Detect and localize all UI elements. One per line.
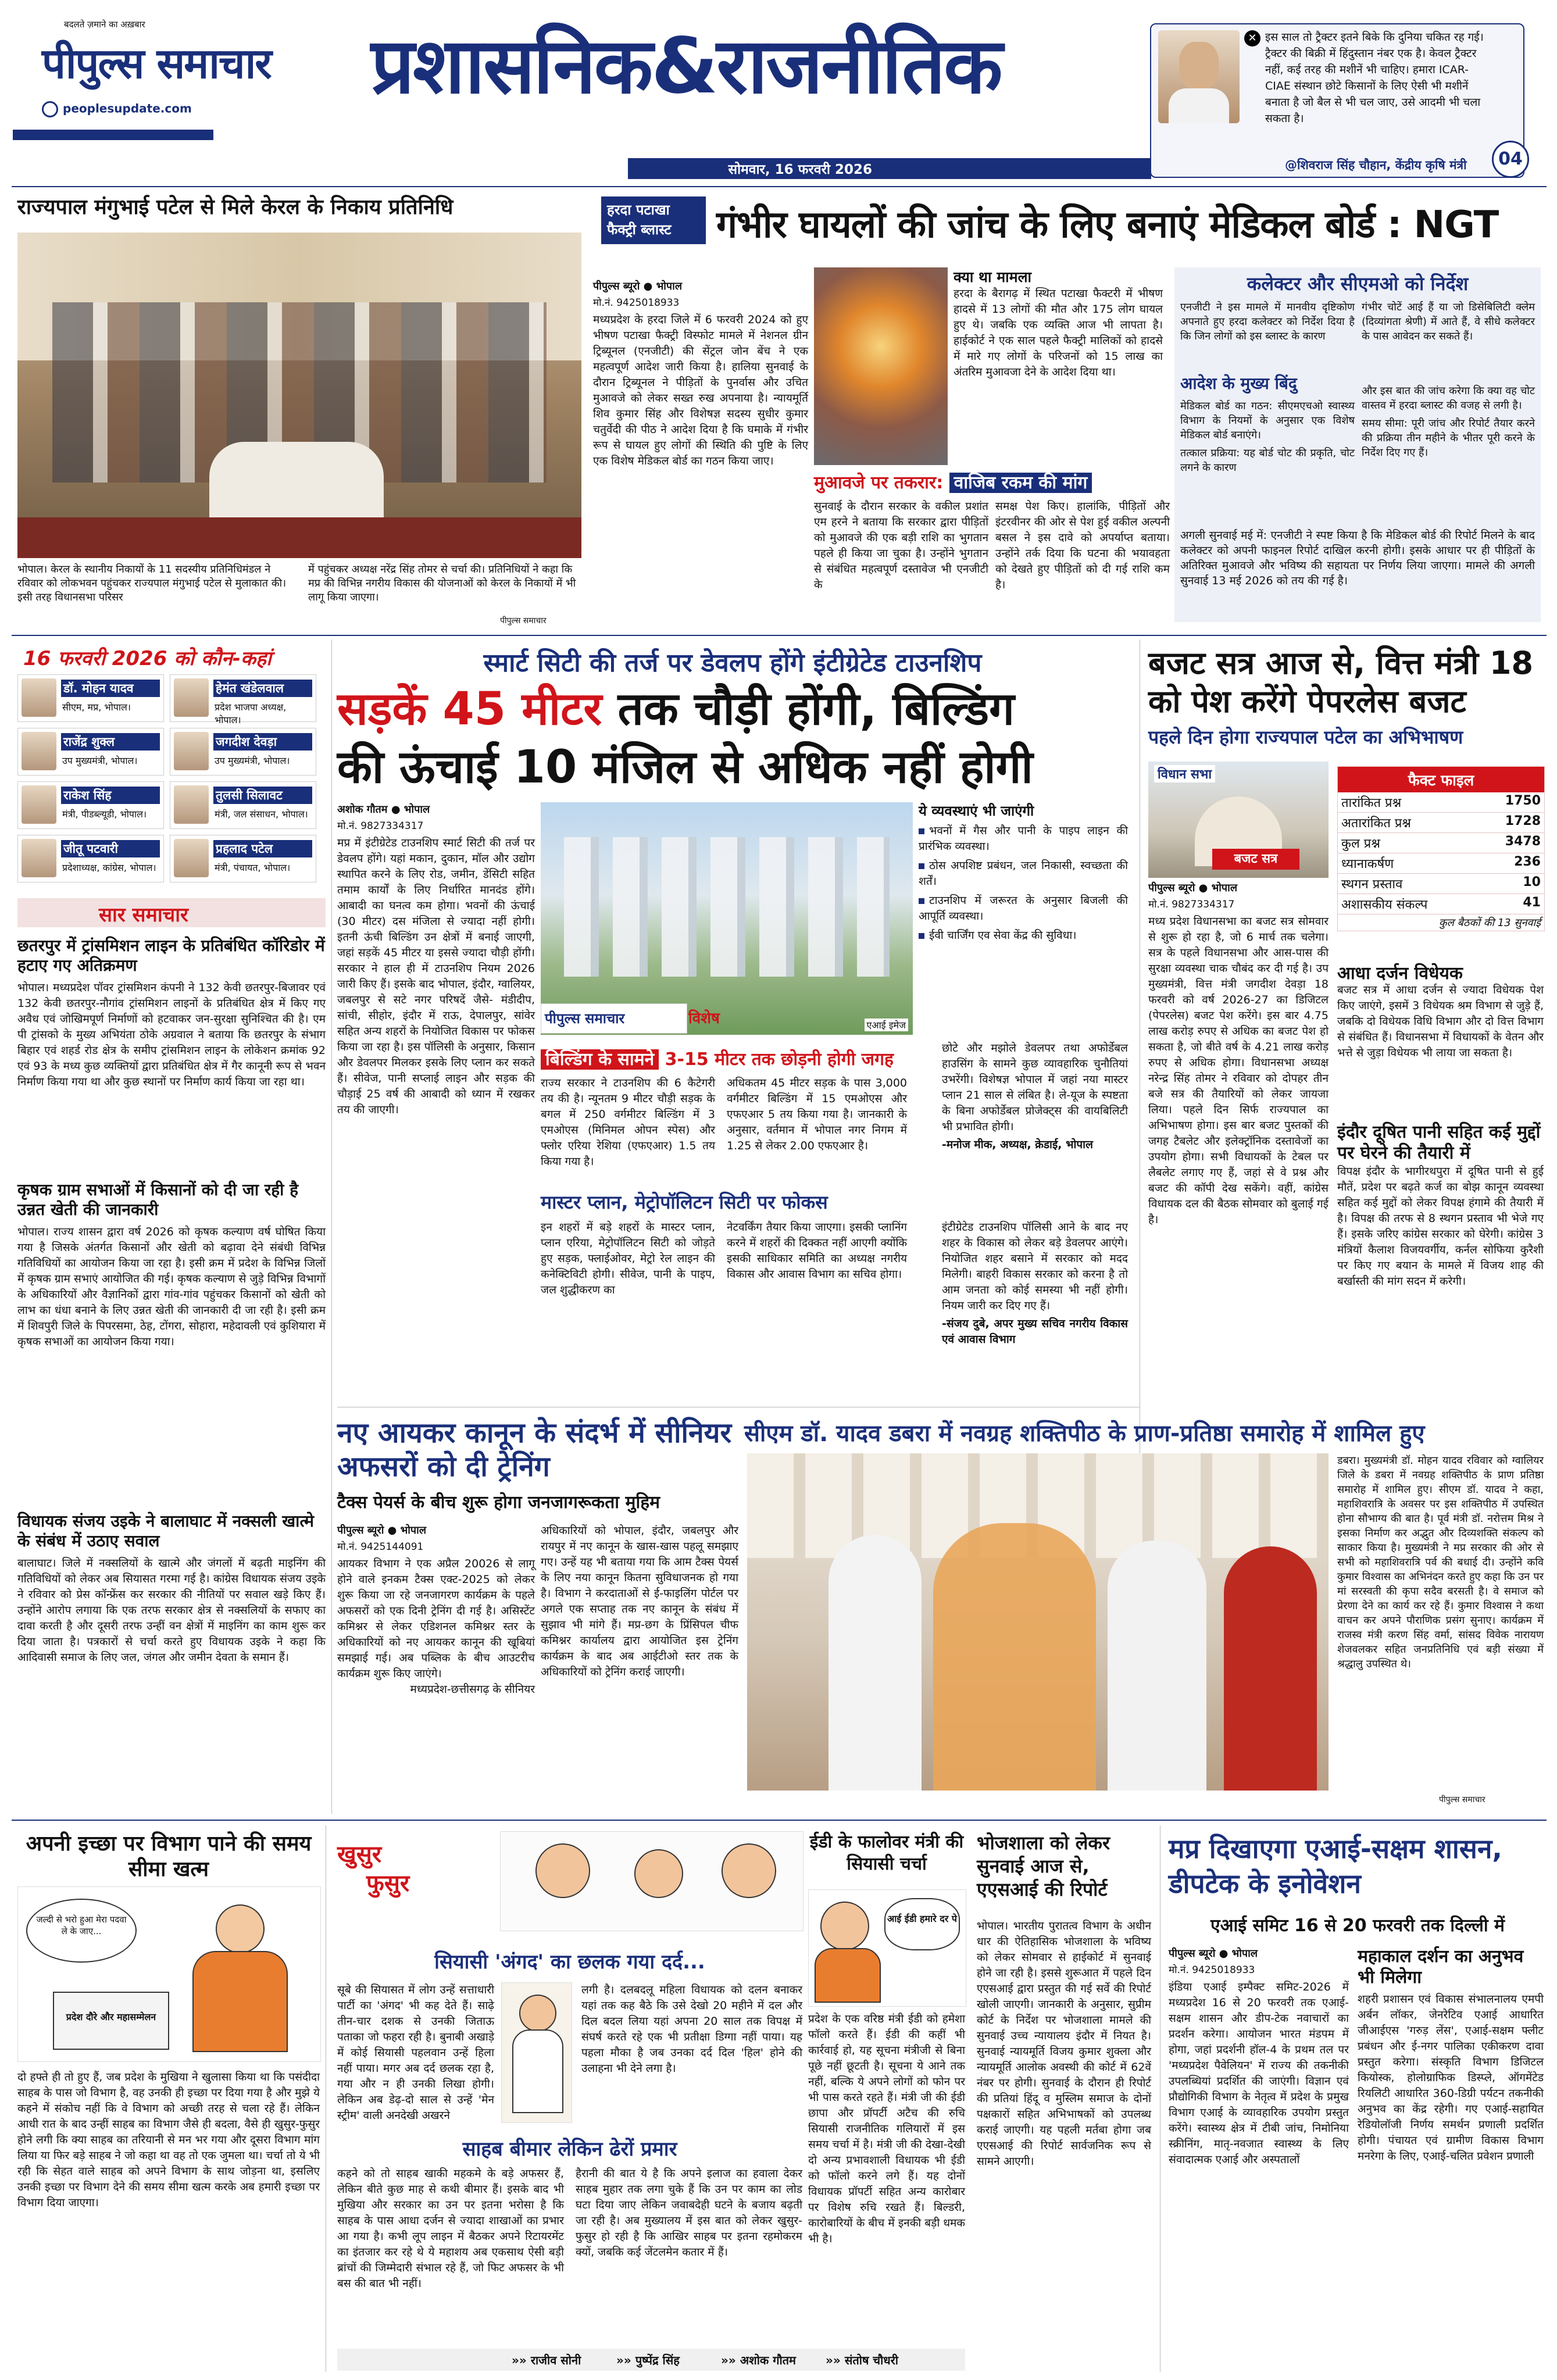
who-where-grid <box>17 674 320 889</box>
masthead-bar <box>13 130 213 140</box>
township-list <box>919 802 1128 944</box>
saar-item-2-body: भोपाल। राज्य शासन द्वारा वर्ष 2026 को कृषक कल्याण वर्ष घोषित किया गया है जिसके अंतर्गत किसानों और खेती को बढ़ावा देने संबंधी विभिन्न गतिविधियों का आयोजन किया जा रहा है। इसी क्रम में प्रदेश के विभिन्न जिलों में कृषक ग्राम सभाएं आयोजित की गई। कृषक कल्याण से जुड़े विभिन्न विभागों के अधिकारियों और वैज्ञानिकों द्वारा गांव-गांव पहुंचकर किसानों को खेती को लाभ का धंधा बनाने के लिए उन्नत खेती की जानकारी दी जा रही है। इसी क्रम में शिवपुरी जिले के पिपरसमा, ठेह, टोंगरा, सोहारा, महेदावली एवं कुशियारा में कृषक सभाओं का आयोजन किया गया। <box>17 1225 326 1348</box>
fact-value: 41 <box>1523 895 1541 910</box>
fact-row <box>1338 853 1544 874</box>
person-photo <box>22 839 56 877</box>
township-list-item: ठोस अपशिष्ट प्रबंधन, जल निकासी, स्वच्छता की शर्तें। <box>919 859 1128 888</box>
person-photo <box>174 785 209 824</box>
budget-sub2-body: विपक्ष इंदौर के भागीरथपुरा में दूषित पानी से हुई मौतें, प्रदेश पर बढ़ते कर्ज का बोझ कानून व्यवस्था सहित कई मुद्दों को लेकर विपक्ष हंगामे की तैयारी में है। विपक्ष की तरफ से 8 स्थगन प्रस्ताव भी भेजे गए हैं। इसके जरिए कांग्रेस सरकार को घेरेगी। कांग्रेस 3 मंत्रियों कैलाश विजयवर्गीय, कर्नल सोफिया कुरैशी पर किए गए बयान के मामले में विजय शाह की बर्खास्ती की मांग सदन में करेगी। <box>1337 1165 1544 1288</box>
tax-body1-tail: मध्यप्रदेश-छत्तीसगढ़ के सीनियर <box>410 1683 535 1696</box>
ngt-kicker-line2: फैक्ट्री ब्लास्ट <box>607 221 672 238</box>
website[interactable] <box>42 101 192 117</box>
ai-sub: महाकाल दर्शन का अनुभव भी मिलेगा <box>1358 1946 1524 1988</box>
person-name: राजेंद्र शुक्ल <box>61 733 160 751</box>
township-body: मप्र में इंटीग्रेटेड टाउनशिप स्मार्ट सिटी की तर्ज पर डेवलप होंगे। यहां मकान, दुकान, मॉल और उद्योग स्थापित करने के लिए रोड, जमीन, डेंसिटी सहित तमाम कार्यों के लिए निर्धारित मानदंड होंगे। आबादी का घनत्व कम होगा। भवनों की ऊंचाई (30 मीटर) दस मंजिला से ज्यादा नहीं होगी। इतनी ऊंची बिल्डिंग उन क्षेत्रों में बनाई जाएगी, जहां सड़कें 45 मीटर या इससे ज्यादा चौड़ी होंगी। सरकार ने हाल ही में टाउनशिप नियम 2026 जारी किए हैं। इसके बाद भोपाल, इंदौर, ग्वालियर, जबलपुर से सटे नगर परिषदें जैसे- मंडीदीप, सांची, सीहोर, इंदौर में राऊ, देपालपुर, सांवेर सहित अन्य शहरों के नियोजित विकास पर फोकस किया जा रहा है। इस पॉलिसी के अनुसार, किसान और डेवलपर मिलकर इसके लिए प्लान कर सकते हैं। सीवेज, पानी सप्लाई लाइन और सड़क की चौड़ाई 25 वर्ष की आबादी को ध्यान में रखकर तय की जाएगी। <box>337 837 535 1116</box>
ai-body: इंडिया एआई इम्पैक्ट समिट-2026 में मध्यप्रदेश 16 से 20 फरवरी तक एआई-सक्षम शासन और डीप-टेक नवाचारों का प्रदर्शन करेगा। आयोजन भारत मंडपम में होगा, जहां प्रदर्शनी हॉल-4 के प्रथम तल पर 'मध्यप्रदेश पैवेलियन' में राज्य की तकनीकी उपलब्धियां प्रदर्शित की जाएंगी। विज्ञान एवं प्रौद्योगिकी विभाग के नेतृत्व में प्रदेश के प्रमुख विभाग एआई के व्यावहारिक उपयोग प्रस्तुत करेंगे। स्वास्थ्य क्षेत्र में टीबी जांच, निमोनिया स्क्रीनिंग, मातृ-नवजात स्वास्थ्य के लिए संवादात्मक एआई और अस्पतालों <box>1169 1981 1349 2166</box>
khusur-title-2: फुसुर <box>366 1870 410 1897</box>
fact-label: तारांकित प्रश्न <box>1341 796 1402 810</box>
ngt-mobile: मो.नं. 9425018933 <box>593 297 680 309</box>
tax-col1 <box>337 1523 535 1698</box>
tax-deck: टैक्स पेयर्स के बीच शुरू होगा जनजागरूकता मुहिम <box>337 1492 660 1513</box>
fact-file-title: फैक्ट फाइल <box>1338 767 1544 792</box>
saar-item-3-headline: विधायक संजय उइके ने बालाघाट में नक्सली खात्मे के संबंध में उठाए सवाल <box>17 1511 315 1550</box>
tax-headline: नए आयकर कानून के संदर्भ में सीनियर अफसरों को दी ट्रेनिंग <box>337 1417 732 1483</box>
person-desc: सीएम, मप्र, भोपाल। <box>62 702 131 713</box>
fact-file-note: कुल बैठकों की 13 सुनवाई <box>1438 917 1541 929</box>
khusur-body1: सूबे की सियासत में लोग उन्हें सत्ताधारी पार्टी का 'अंगद' भी कह देते हैं। साढ़े तीन-चार दशक से उनकी जिताऊ पताका जो फहरा रही है। बुनाबी अखाड़े में कोई सियासी पहलवान उन्हें हिला नहीं पाया। मगर अब दर्द छलक रहा है, गया और न ही उनकी लिखा होगी। लेकिन अब डेढ़-दो साल से उन्हें 'मेन स्ट्रीम' वाली अनदेखी अखरने <box>337 1984 494 2122</box>
ai-mobile: मो.नं. 9425018933 <box>1169 1964 1255 1976</box>
ngt-kicker <box>601 196 706 244</box>
fact-value: 236 <box>1514 855 1541 869</box>
cartoon1-bubble: जल्दी से भरो हुआ मेरा पदवा ले के जाए... <box>26 1899 137 1963</box>
bhojshala-headline: भोजशाला को लेकर सुनवाई आज से, एएसआई की रिपोर्ट <box>977 1832 1110 1900</box>
saar-item-1-body: भोपाल। मध्यप्रदेश पॉवर ट्रांसमिशन कंपनी ने 132 केवी छतरपुर-बिजावर एवं 132 केवी छतरपुर-नौगांव ट्रांसमिशन लाइनों के प्रतिबंधित क्षेत्र में किए गए अवैध एवं जोखिमपूर्ण निर्माणों को हटवाकर जन-सुरक्षा सुनिश्चित की है। एम पी ट्रांसको के मुख्य अभियंता ठोके अग्रवाल ने बताया कि छतरपुर के संभाग बिहार एवं शहर्ड रोड क्षेत्र के समीप ट्रांसमिशन लाइन के लोकेशन क्रमांक 92 एवं 93 के मध्य कुछ व्यक्तियों द्वारा प्रतिबंधित क्षेत्र में गैर कानूनी रूप से भवन निर्माण किया गया था और कुछ स्थानों पर निर्माण कार्य किया जा रहा था। <box>17 981 326 1088</box>
special-brand: पीपुल्स समाचार <box>545 1010 625 1027</box>
person-card <box>170 674 316 726</box>
tweet-author: @शिवराज सिंह चौहान, केंद्रीय कृषि मंत्री <box>1285 158 1467 172</box>
township-bar: बिल्डिंग के सामने 3-15 मीटर तक छोड़नी होगी जगह <box>541 1046 913 1070</box>
township-mobile: मो.नं. 9827334317 <box>337 820 424 832</box>
township-sub2: मास्टर प्लान, मेट्रोपॉलिटन सिटी पर फोकस <box>541 1191 828 1213</box>
minister-photo <box>1158 30 1240 123</box>
fact-row <box>1338 874 1544 894</box>
person-photo <box>174 839 209 877</box>
person-desc: प्रदेश भाजपा अध्यक्ष, भोपाल। <box>215 702 287 726</box>
township-col1 <box>337 802 535 1118</box>
township-quote-2-by: -संजय दुबे, अपर मुख्य सचिव नगरीय विकास एवं आवास विभाग <box>942 1317 1128 1346</box>
fact-file <box>1337 766 1545 931</box>
brand-logo: पीपुल्स समाचार <box>42 39 271 88</box>
masthead <box>29 10 1105 179</box>
township-list-item: भवनों में गैस और पानी के पाइप लाइन की प्रारंभिक व्यवस्था। <box>919 824 1128 853</box>
tweet-box <box>1150 23 1524 178</box>
section-title: प्रशासनिक&राजनीतिक <box>371 22 1001 111</box>
fact-label: कुल प्रश्न <box>1341 837 1380 851</box>
ai-sub-body: शहरी प्रशासन एवं विकास संभालनालय एमपी अर्बन लॉकर, जेनरेटिव एआई आधारित जीआईएस 'गरुड़ लेंस', एआई-सक्षम फ्लीट प्रबंधन और ई-नगर पालिका एकीकरण दावा प्रस्तुत करेगा। संस्कृति विभाग डिजिटल कियोस्क, होलोग्राफिक डिस्प्ले, ऑगमेंटेड रियलिटी आधारित 360-डिग्री पर्यटन तकनीकी अनुभव का केंद्र रहेगी। गए एआई-सहायित रेडियोलॉजी निर्णय समर्थन प्रणाली प्रदर्शित होगी। पंचायत एवं ग्रामीण विकास विभाग मनरेगा के लिए, एआई-चलित प्रवेशन प्रणाली <box>1358 1993 1544 2163</box>
tax-byline: पीपुल्स ब्यूरो ● भोपाल <box>337 1524 427 1536</box>
date: सोमवार, 16 फरवरी 2026 <box>728 162 872 177</box>
vidhansabha-label: विधान सभा <box>1154 765 1215 782</box>
ngt-kicker-line1: हरदा पटाखा <box>607 202 670 218</box>
person-desc: मंत्री, पंचायत, भोपाल। <box>215 862 291 873</box>
reporter-credit: »» राजीव सोनी <box>512 2353 581 2367</box>
reporter-credit: »» संतोष चौधरी <box>826 2353 898 2367</box>
ngt-headline: गंभीर घायलों की जांच के लिए बनाएं मेडिकल बोर्ड : NGT <box>716 203 1499 246</box>
cartoon1-paper: प्रदेश दौरे और महासम्मेलन <box>53 1992 169 2050</box>
person-name: जगदीश देवड़ा <box>213 733 312 751</box>
township-list-items <box>919 823 1128 944</box>
governor-photo <box>17 233 581 558</box>
saar-header <box>17 898 326 927</box>
ngt-point-3: और इस बात की जांच करेगा कि क्या वह चोट वास्तव में हरदा ब्लास्ट की वजह से लगी है। <box>1362 385 1535 412</box>
person-photo <box>174 678 209 717</box>
person-photo <box>174 732 209 770</box>
township-kicker: स्मार्ट सिटी की तर्ज पर डेवलप होंगे इंटीग्रेटेड टाउनशिप <box>483 648 982 678</box>
khusur-credits <box>337 2349 965 2371</box>
budget-mobile: मो.नं. 9827334317 <box>1148 899 1235 910</box>
governor-headline: राज्यपाल मंगुभाई पटेल से मिले केरल के निकाय प्रतिनिधि <box>17 195 453 219</box>
township-headline-rest2: की ऊंचाई 10 मंजिल से अधिक नहीं होगी <box>337 741 1033 794</box>
budget-body: मध्य प्रदेश विधानसभा का बजट सत्र सोमवार से शुरू हो रहा है, जो 6 मार्च तक चलेगा। सत्र के पहले विधानसभा और आस-पास की सुरक्षा व्यवस्था चाक चौबंद कर दी गई है। उप मुख्यमंत्री, वित्त मंत्री जगदीश देवड़ा 18 फरवरी को वर्ष 2026-27 का डिजिटल (पेपरलेस) बजट पेश करेंगे। इस बार 4.75 लाख करोड़ रुपए से अधिक का बजट पेश हो सकता है, जो बीते वर्ष के 4.21 लाख करोड़ रुपए से अधिक होगा। विधानसभा अध्यक्ष नरेन्द्र सिंह तोमर ने रविवार को दोपहर तीन बजे सत्र की तैयारियों को लेकर जायजा लिया। पहले दिन सिर्फ राज्यपाल का अभिभाषण होगा। इस बार बजट पुस्तकों की जगह टैबलेट और इलेक्ट्रॉनिक दस्तावेजों का उपयोग होगा। सभी विधायकों के टेबल पर लैबलेट लगाए गए हैं, जहां से वे प्रश्न और बजट की कॉपी देख सकेंगे। वहीं, कांग्रेस विधायक दल की बैठक सोमवार को बुलाई गई है। <box>1148 915 1329 1226</box>
budget-sub2-title: इंदौर दूषित पानी सहित कई मुद्दों पर घेरने की तैयारी में <box>1337 1122 1541 1163</box>
globe-icon <box>42 101 58 117</box>
bullet-icon <box>919 863 924 869</box>
township-col2: राज्य सरकार ने टाउनशिप की 6 कैटेगरी तय की है। न्यूनतम 9 मीटर चौड़ी सड़क के बगल में 250 वर्गमीटर बिल्डिंग में 3 एमओएस (मिनिमल ओपन स्पेस) और फ्लोर एरिया रेशिया (एफएआर) 1.5 तय किया गया है। <box>541 1077 715 1168</box>
fact-value: 3478 <box>1505 834 1541 849</box>
ngt-point-1: मेडिकल बोर्ड का गठन: सीएमएचओ स्वास्थ्य विभाग के नियमों के अनुसार एक विशेष मेडिकल बोर्ड बनाएंगे। <box>1180 400 1355 441</box>
tax-col2: अधिकारियों को भोपाल, इंदौर, जबलपुर और रायपुर में नए कानून के खास-खास पहलू समझाए गए। उन्हें यह भी बताया गया कि आम टैक्स पेयर्स के लिए नया कानून कितना सुविधाजनक हो गया है। विभाग ने करदाताओं से ई-फाइलिंग पोर्टल पर अगले एक सप्ताह तक नए कानून के संबंध में सुझाव भी मांगे हैं। मप्र-छग के प्रिंसिपल चीफ कमिश्नर कार्यालय द्वारा आयोजित इस ट्रेनिंग कार्यक्रम के बाद अब आईटीओ स्तर तक के अधिकारियों को ट्रेनिंग कराई जाएगी। <box>541 1524 738 1678</box>
cartoon1-body: दो हफ्ते ही तो हुए हैं, जब प्रदेश के मुखिया ने खुलासा किया था कि पसंदीदा साहब के पास जो विभाग है, वह उनकी ही इच्छा पर दिया गया है और मुझे ये कहने में संकोच नहीं कि वे विभाग को अच्छी तरह से चला रहे हैं। लेकिन आधी रात के बाद उन्हीं साहब का विभाग जैसे ही बदला, वैसे ही खुसुर-फुसुर होने लगी कि क्या साहब का तरियानी से मन भर गया और दूसरा विभाग मांग लिया या फिर बड़े साहब ने जो कहा था वह तो एक जुमला था। चर्चा तो ये भी रही कि सेहत वाले साहब को अपने विभाग के साथ जोड़ना था, इसलिए उनकी इच्छा पर विभाग देने की समय सीमा खत्म करके अब हमारी इच्छा पर विभाग दिया जाएगा। <box>17 2071 320 2209</box>
person-card <box>17 835 164 882</box>
ngt-point-4: समय सीमा: पूरी जांच और रिपोर्ट तैयार करने की प्रक्रिया तीन महीने के भीतर पूरी करने के निर्देश दिए गए हैं। <box>1362 417 1535 459</box>
khusur-body4: हैरानी की बात ये है कि अपने इलाज का हवाला देकर साहब मुहार तक लगा चुके हैं कि उन पर काम का लोड घटा दिया जाए लेकिन जवाबदेही घटने के बजाय बढ़ती जा रही है। अब मुख्यालय में इस बात को लेकर खुसुर-फुसुर हो रही है कि आखिर साहब पर इतना रहमोकरम क्यों, जबकि कई जेंटलमेन कतार में हैं। <box>576 2167 802 2259</box>
ngt-body-col2: सुनवाई के दौरान सरकार के वकील प्रशांत एम हरने ने बताया कि सरकार द्वारा पीड़ितों को मुआवजे की एक बड़ी राशि का भुगतान पहले ही किया जा चुका है। उन्होंने भुगतान से संबंधित महत्वपूर्ण दस्तावेज भी एनजीटी के <box>814 500 988 591</box>
khusur-subhead: सियासी 'अंगद' का छलक गया दर्द... <box>434 1950 705 1974</box>
bullet-icon <box>919 828 924 834</box>
township-col3: अधिकतम 45 मीटर सड़क के पास 3,000 वर्गमीटर बिल्डिंग में 15 एमओएस और एफएआर 5 तय किया गया है। जानकारी के अनुसार, वर्तमान में भोपाल नगर निगम में 1.25 से लेकर 2.00 एफएआर है। <box>727 1077 907 1152</box>
khusur-subhead2: साहब बीमार लेकिन ढेरों प्रमार <box>462 2138 677 2161</box>
person-photo <box>22 785 56 824</box>
ngt-side-body2: गंभीर चोटें आई हैं या जो डिसेबिलिटी क्लेम (दिव्यांगता श्रेणी) में आते हैं, वे सीधे कलेक्टर के पास आवेदन कर सकते हैं। <box>1362 301 1535 342</box>
ngt-body-col3: समक्ष पेश किए। हालांकि, पीड़ितों और इंटरवीनर की ओर से पेश हुई वकील अल्पनी बसल ने इस दावे को अपर्याप्त बताया। उन्होंने तर्क दिया कि घटना की भयावहता को देखते हुए पीड़ितों को दी गई राशि कम है। <box>995 500 1170 591</box>
township-img-tag: एआई इमेज <box>865 1019 908 1031</box>
person-name: राकेश सिंह <box>61 787 160 804</box>
reporter-credit: »» अशोक गौतम <box>721 2353 796 2367</box>
cm-photo-credit: पीपुल्स समाचार <box>1439 1795 1485 1804</box>
person-photo <box>22 732 56 770</box>
fact-row <box>1338 792 1544 813</box>
special-label: विशेष <box>688 1010 720 1027</box>
governor-caption-left: भोपाल। केरल के स्थानीय निकायों के 11 सदस्यीय प्रतिनिधिमंडल ने रविवार को लोकभवन पहुंचकर राज्यपाल मंगुभाई पटेल से मुलाकात की। इसी तरह विधानसभा परिसर <box>17 563 287 603</box>
ed-headline: ईडी के फालोवर मंत्री की सियासी चर्चा <box>809 1832 964 1874</box>
township-ai-image <box>541 802 913 1035</box>
person-card <box>170 781 316 829</box>
website-text: peoplesupdate.com <box>63 101 192 116</box>
khusur-body2: लगी है। दलबदलू महिला विधायक को दलन बनाकर यहां तक कह बैठे कि उसे देखो 20 महीने में दल और दिल बदल लिया यहां अपना 20 साल तक विपक्ष में संघर्ष करते रहे एक भी प्रतीक्षा डिग्गा नहीं पाया। यह पहला मौका है जब उनका दर्द दिल 'हिल' होने की उलाहना भी देने लगा है। <box>581 1984 802 2075</box>
bullet-icon <box>919 933 924 939</box>
township-list-title: ये व्यवस्थाएं भी जाएंगी <box>919 803 1034 819</box>
fact-label: अतारांकित प्रश्न <box>1341 816 1411 831</box>
vidhansabha-photo <box>1148 762 1329 878</box>
saar-item-1 <box>17 936 326 1090</box>
ed-body: प्रदेश के एक वरिष्ठ मंत्री ईडी को हमेशा फॉलो करते हैं। ईडी की कहीं भी कार्रवाई हो, यह सूचना मंत्रीजी से बिना पूछे नहीं छूटती है। सूचना ये आने तक नहीं, बल्कि ये अपने लोगों को फोन पर भी पास करते रहते हैं। मंत्री जी की ईडी छापा और प्रॉपर्टी अटैच की रुचि सियासी राजनीतिक गलियारों में इस समय चर्चा में है। मंत्री जी की देखा-देखी दो अन्य प्रभावशाली विधायक भी ईडी को फॉलो करने लगे हैं। यह दोनों विधायक प्रॉपर्टी सहित अन्य कारोबार पर विशेष रुचि रखते हैं। बिल्डरी, कारोबारियों के बीच में इनकी बड़ी धमक भी है। <box>808 2013 965 2245</box>
tagline: बदलते ज़माने का अख़बार <box>64 19 145 30</box>
person-name: प्रहलाद पटेल <box>213 840 312 857</box>
bullet-icon <box>919 898 924 904</box>
person-name: तुलसी सिलावट <box>213 787 312 804</box>
budget-sub1-title: आधा दर्जन विधेयक <box>1337 963 1463 984</box>
cartoon1-title: अपनी इच्छा पर विभाग पाने की समय सीमा खत्म <box>26 1832 312 1881</box>
person-card <box>17 728 164 776</box>
ai-col1 <box>1169 1946 1349 2168</box>
ngt-subhead: मुआवजे पर तकरार: वाजिब रकम की मांग <box>814 470 1169 494</box>
budget-col1 <box>1148 881 1329 1228</box>
saar-title: सार समाचार <box>99 903 188 927</box>
budget-byline: पीपुल्स ब्यूरो ● भोपाल <box>1148 882 1238 894</box>
governor-caption-right: में पहुंचकर अध्यक्ष नरेंद्र सिंह तोमर से चर्चा की। प्रतिनिधियों ने कहा कि मप्र की विभिन्न नगरीय विकास की योजनाओं को केरल के निकायों में भी लागू किया जाएगा। <box>308 563 576 603</box>
special-badge <box>541 1003 687 1034</box>
township-headline <box>337 680 1151 796</box>
township-col4: छोटे और मझोले डेवलपर तथा अफोर्डेबल हाउसिंग के सामने कुछ व्यावहारिक चुनौतियां उभरेंगी। विशेषज्ञ भोपाल में जहां नया मास्टर प्लान 21 साल से लंबित है। ले-यूज के स्पष्टता के बिना अफोर्डेबल प्रोजेक्ट्स की वायबिलिटी भी प्रभावित होगी। -मनोज मीक, अध्यक्ष, क्रेडाई, भोपाल <box>942 1041 1128 1153</box>
saar-item-3 <box>17 1511 326 1666</box>
ai-headline: मप्र दिखाएगा एआई-सक्षम शासन, डीपटेक के इनोवेशन <box>1169 1833 1502 1899</box>
person-desc: प्रदेशाध्यक्ष, कांग्रेस, भोपाल। <box>62 862 156 873</box>
tweet-text: इस साल तो ट्रैक्टर इतने बिके कि दुनिया चकित रह गई। ट्रैक्टर की बिक्री में हिंदुस्तान नंबर एक है। केवल ट्रैक्टर नहीं, कई तरह की मशीनें भी चाहिए। हमारा ICAR-CIAE संस्थान छोटे किसानों के लिए ऐसी भी मशीनें बनाता है जो बैल से भी चल जाए, उसे आदमी भी चला सकता है। <box>1265 31 1484 125</box>
ngt-blast-photo <box>814 267 948 465</box>
township-list-item: ईवी चार्जिंग एव सेवा केंद्र की सुविधा। <box>919 928 1128 944</box>
ngt-side-panel <box>1174 267 1541 622</box>
ngt-box-body: हरदा के बैरागढ़ में स्थित पटाखा फैक्टरी में भीषण हादसे में 13 लोगों की मौत और 175 लोग घायल हुए थे। जबकि एक व्यक्ति आज भी लापता है। हाईकोर्ट ने एक साल पहले फैक्ट्री मालिकों को हादसे में मारे गए लोगों के परिजनों को 15 लाख का अंतरिम मुआवजा देने के आदेश दिया था। <box>954 287 1163 378</box>
budget-headline: बजट सत्र आज से, वित्त मंत्री 18 को पेश करेंगे पेपरलेस बजट <box>1148 645 1534 720</box>
township-col6: नेटवर्किंग तैयार किया जाएगा। इसकी प्लानिंग करने में शहरों की दिक्कत नहीं आएगी क्योंकि इसकी साधिकार समिति का अध्यक्ष नगरीय विकास और आवास विभाग का सचिव होगा। <box>727 1221 907 1281</box>
cm-headline: सीएम डॉ. यादव डबरा में नवग्रह शक्तिपीठ के प्राण-प्रतिष्ठा समारोह में शामिल हुए <box>744 1420 1425 1447</box>
ngt-byline: पीपुल्स ब्यूरो ● भोपाल <box>593 280 683 292</box>
fact-row <box>1338 894 1544 914</box>
governor-photo-credit: पीपुल्स समाचार <box>500 616 547 626</box>
person-card <box>17 781 164 829</box>
page-number: 04 <box>1492 141 1529 178</box>
khusur-small-cartoon <box>501 1982 572 2123</box>
township-headline-red: सड़कें 45 मीटर <box>337 683 602 735</box>
budget-deck: पहले दिन होगा राज्यपाल पटेल का अभिभाषण <box>1148 726 1463 748</box>
ngt-side-body1: एनजीटी ने इस मामले में मानवीय दृष्टिकोण अपनाते हुए हरदा कलेक्टर को निर्देश दिया है कि जिन लोगों को इस ब्लास्ट के कारण <box>1180 301 1355 342</box>
fact-label: ध्यानाकर्षण <box>1341 857 1394 871</box>
budget-sub1 <box>1337 965 1544 1061</box>
x-logo-icon: ✕ <box>1244 30 1260 47</box>
township-col7: इंटीग्रेटेड टाउनशिप पॉलिसी आने के बाद नए शहर के विकास को लेकर बड़े डेवलपर आएंगे। नियोजित शहर बसाने में सरकार को मदद मिलेगी। बाहरी विकास सरकार को करना है तो आम जनता को कोई समस्या भी नहीं होगी। नियम जारी कर दिए गए हैं। -संजय दुबे, अपर मुख्य सचिव नगरीय विकास एवं आवास विभाग <box>942 1220 1128 1348</box>
tax-body1: आयकर विभाग ने एक अप्रैल 20026 से लागू होने वाले इनकम टैक्स एक्ट-2025 को लेकर शुरू किया जा रहे जनजागरण कार्यक्रम के पहले अफसरों को एक दिनी ट्रेनिंग दी गई है। असिस्टेंट कमिश्नर से लेकर एडिशनल कमिश्नर स्तर के अधिकारियों को नए आयकर कानून की खूबियां समझाई गई। अब पब्लिक के बीच आउटरीच कार्यक्रम शुरू किए जाएंगे। <box>337 1557 535 1680</box>
person-name: जीतू पटवारी <box>61 840 160 857</box>
cm-photo <box>747 1453 1329 1791</box>
ai-byline: पीपुल्स ब्यूरो ● भोपाल <box>1169 1947 1258 1960</box>
fact-label: अशासकीय संकल्प <box>1341 898 1428 912</box>
person-card <box>170 835 316 882</box>
ngt-next-hearing: अगली सुनवाई मई में: एनजीटी ने स्पष्ट किया है कि मेडिकल बोर्ड की रिपोर्ट मिलने के बाद कलेक्टर को अपनी फाइनल रिपोर्ट दाखिल करनी होगी। इसके आधार पर ही पीड़ितों के अतिरिक्त मुआवजे और भविष्य की सहायता पर निर्णय लिया जाएगा। मामले की अगली सुनवाई 13 मई 2026 को तय की गई है। <box>1180 529 1535 587</box>
khusur-cartoon <box>500 1831 804 1931</box>
fact-file-rows <box>1338 792 1544 914</box>
cartoon1-drawing <box>17 1886 321 2062</box>
person-card <box>170 728 316 776</box>
saar-item-2 <box>17 1180 326 1350</box>
person-card <box>17 674 164 722</box>
who-where-title: 16 फरवरी 2026 को कौन-कहां <box>23 647 272 670</box>
budget-sub2 <box>1337 1122 1544 1289</box>
fact-value: 1750 <box>1505 794 1541 808</box>
township-list-item: टाउनशिप में जरूरत के अनुसार बिजली की आपूर्ति व्यवस्था। <box>919 894 1128 923</box>
person-name: हेमंत खंडेलवाल <box>213 680 312 697</box>
ngt-side-title: कलेक्टर और सीएमओ को निर्देश <box>1247 273 1469 295</box>
saar-item-1-headline: छतरपुर में ट्रांसमिशन लाइन के प्रतिबंधित कॉरिडोर में हटाए गए अतिक्रमण <box>17 936 325 975</box>
township-col5: इन शहरों में बड़े शहरों के मास्टर प्लान, प्लान एरिया, मेट्रोपॉलिटन सिटी को जोड़ते हुए सड़क, फ्लाईओवर, मेट्रो रेल लाइन की कनेक्टिविटी होगी। सीवेज, पानी के पाइप, जल शुद्धीकरण का <box>541 1221 715 1296</box>
ngt-body: मध्यप्रदेश के हरदा जिले में 6 फरवरी 2024 को हुए भीषण पटाखा फैक्ट्री विस्फोट मामले में नेशनल ग्रीन ट्रिब्यूनल (एनजीटी) की सेंट्रल जोन बेंच ने एक महत्वपूर्ण आदेश जारी किया है। हालिया सुनवाई के दौरान ट्रिब्यूनल ने पीड़ितों के पुनर्वास और उचित मुआवजे को लेकर सख्त रुख अपनाया है। न्यायमूर्ति शिव कुमार सिंह और विशेषज्ञ सदस्य सुधीर कुमार चतुर्वेदी की पीठ ने आदेश दिया है कि घमाके में गंभीर रूप से घायल हुए लोगों की स्थिति की पुष्टि के लिए एक विशेष मेडिकल बोर्ड का गठन किया जाए। <box>593 313 808 467</box>
person-desc: मंत्री, पीडब्ल्यूडी, भोपाल। <box>62 809 147 820</box>
reporter-credit: »» पुष्पेंद्र सिंह <box>616 2353 680 2367</box>
person-photo <box>22 678 56 717</box>
fact-row <box>1338 813 1544 833</box>
ngt-box <box>954 269 1163 380</box>
saar-item-2-headline: कृषक ग्राम सभाओं में किसानों को दी जा रही है उन्नत खेती की जानकारी <box>17 1180 299 1219</box>
fact-label: स्थगन प्रस्ताव <box>1341 877 1403 892</box>
township-quote-1-by: -मनोज मीक, अध्यक्ष, क्रेडाई, भोपाल <box>942 1138 1093 1151</box>
ed-cartoon-bubble: आई ईडी हमारे दर पे <box>884 1898 960 1950</box>
fact-value: 1728 <box>1505 814 1541 828</box>
person-desc: मंत्री, जल संसाधन, भोपाल। <box>215 809 308 820</box>
bhojshala-body: भोपाल। भारतीय पुरातत्व विभाग के अधीन धार की ऐतिहासिक भोजशाला के भविष्य को लेकर सोमवार से हाईकोर्ट में सुनवाई होने जा रही है। इससे शुरूआत में पहले दिन एएसआई द्वारा प्रस्तुत की गई सर्वे की रिपोर्ट खोली जाएगी। जानकारी के अनुसार, सुप्रीम कोर्ट के निर्देश पर भोजशाला मामले की सुनवाई उच्च न्यायालय इंदौर में नियत है। सुनवाई न्यायमूर्ति विजय कुमार शुक्ला और न्यायमूर्ति आलोक अवस्थी की कोर्ट में 62वें नंबर पर होगी। सुनवाई के दौरान ही रिपोर्ट की प्रतियां हिंदू व मुस्लिम समाज के दोनों पक्षकारों सहित अभिभाषकों को उपलब्ध कराई जाएगी। यह पहली मर्तबा होगा जब एएसआई की रिपोर्ट सार्वजनिक रूप से सामने आएगी। <box>977 1920 1151 2168</box>
ai-col2 <box>1358 1946 1544 2164</box>
township-byline: अशोक गौतम ● भोपाल <box>337 803 430 816</box>
saar-item-3-body: बालाघाट। जिले में नक्सलियों के खात्मे और जंगलों में बढ़ती माइनिंग की गतिविधियों को लेकर अब सियासत गरमा गई है। कांग्रेस विधायक संजय उइके ने रविवार को प्रेस कॉन्फ्रेंस कर सरकार की नीतियों पर सवाल खड़े किए हैं। उन्होंने आरोप लगाया कि एक तरफ सरकार क्षेत्र से नक्सलियों के सफाए का दावा करती है और दूसरी तरफ उन्हीं वन क्षेत्रों में माइनिंग का काम शुरू कर दिया जाता है। पत्रकारों से चर्चा करते हुए विधायक उइके ने कहा कि आदिवासी समाज के लिए जल, जंगल और जमीन देवता के समान हैं। <box>17 1557 326 1664</box>
budget-badge: बजट सत्र <box>1212 849 1299 870</box>
tax-mobile: मो.नं. 9425144091 <box>337 1541 424 1553</box>
person-desc: उप मुख्यमंत्री, भोपाल। <box>62 755 138 766</box>
cm-body-col: डबरा। मुख्यमंत्री डॉ. मोहन यादव रविवार को ग्वालियर जिले के डबरा में नवग्रह शक्तिपीठ के प्राण प्रतिष्ठा समारोह में शामिल हुए। सीएम डॉ. यादव ने कहा, महाशिवरात्रि के अवसर पर इस शक्तिपीठ में उपस्थित होना सौभाग्य की बात है। पूर्व मंत्री डॉ. नरोत्तम मिश्र ने इसका निर्माण कर अद्भुत और दिव्यशक्ति संकल्प को साकार किया है। मुख्यमंत्री ने मप्र सरकार की ओर से सभी को महाशिवरात्रि पर्व की बधाई दी। उन्होंने कवि कुमार विश्वास का अभिनंदन करते हुए कहा कि उन पर मां सरस्वती की कृपा सदैव बरसती है। वे समाज को प्रेरणा देने का कार्य कर रहे हैं। कुमार विश्वास ने कथा वाचन कर अपने पौराणिक प्रसंग सुनाए। कार्यक्रम में राजस्व मंत्री करण सिंह वर्मा, सांसद विवेक नारायण शेजवलकर सहित जनप्रतिनिधि एवं बड़ी संख्या में श्रद्धालु उपस्थित थे। <box>1337 1455 1544 1670</box>
khusur-body3: कहने को तो साहब खाकी महकमे के बड़े अफसर हैं, लेकिन बीते कुछ माह से कथी बीमार हैं। इसके बाद भी मुखिया और सरकार का उन पर इतना भरोसा है कि साहब के पास आधा दर्जन से ज्यादा शाखाओं का प्रभार आ गया है। कभी लूप लाइन में बैठकर अपने रिटायरमेंट का इंतजार कर रहे थे ये महाशय अब एकसाथ ऐसी बड़ी ब्रांचों की जिम्मेदारी संभाल रहे हैं, जो फिट अफसर के भी बस की बात भी नहीं। <box>337 2167 564 2290</box>
ed-cartoon <box>808 1889 966 2007</box>
person-desc: उप मुख्यमंत्री, भोपाल। <box>215 755 290 766</box>
fact-value: 10 <box>1523 875 1541 889</box>
budget-sub1-body: बजट सत्र में आधा दर्जन से ज्यादा विधेयक पेश किए जाएंगे, इसमें 3 विधेयक श्रम विभाग से जुड़े हैं, जबकि दो विधेयक विधि विभाग और दो वित्त विभाग से संबंधित हैं। विधानसभा में विधायकों के वेतन और भत्ते से जुड़ा विधेयक भी लाया जा सकता है। <box>1337 984 1544 1059</box>
township-headline-rest1: तक चौड़ी होंगी, बिल्डिंग <box>617 683 1015 735</box>
ngt-box-title: क्या था मामला <box>954 269 1032 285</box>
ai-deck: एआई समिट 16 से 20 फरवरी तक दिल्ली में <box>1210 1916 1505 1936</box>
khusur-title-1: खुसुर <box>337 1841 382 1868</box>
ngt-body-col1 <box>593 279 808 469</box>
person-name: डॉ. मोहन यादव <box>61 680 160 697</box>
ngt-points-title: आदेश के मुख्य बिंदु <box>1180 374 1297 393</box>
ngt-point-2: तत्काल प्रक्रिया: यह बोर्ड चोट की प्रकृति, चोट लगने के कारण <box>1180 447 1355 474</box>
fact-row <box>1338 833 1544 853</box>
khusur-header <box>337 1831 802 1947</box>
